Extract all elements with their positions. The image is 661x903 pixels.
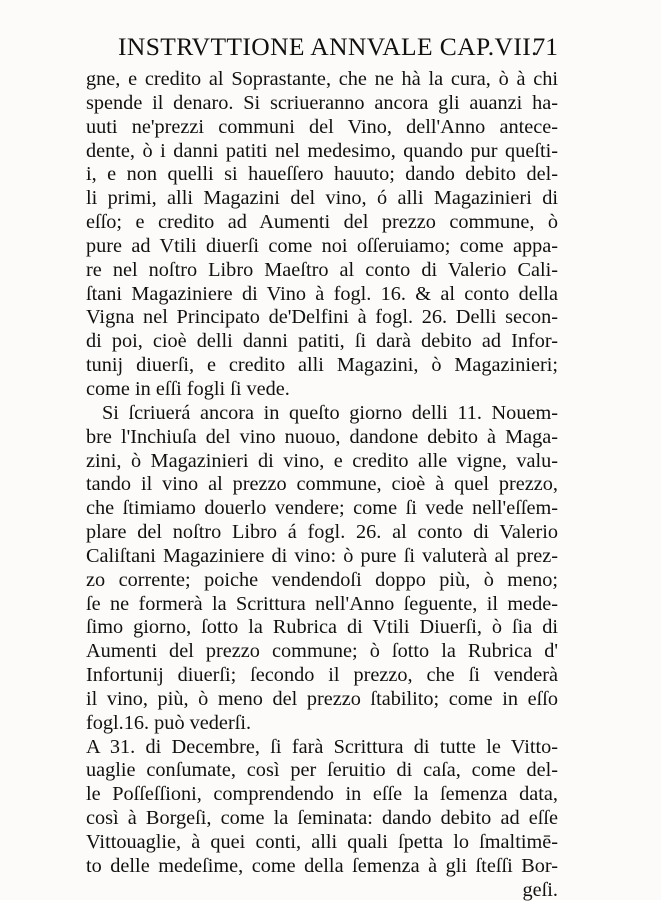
text-line: A 31. di Decembre, ſi farà Scrittura di tutte le Vitto-: [86, 735, 558, 758]
text-line: come in eſſi fogli ſi vede.: [86, 377, 290, 400]
paragraph-3: [86, 736, 558, 903]
text-line: Infortunij diuerſi; ſecondo il prezzo, che ſi venderà: [86, 664, 558, 687]
text-line: di poi, cioè delli danni patiti, ſi darà debito ad Infor-: [86, 330, 558, 353]
text-line: ſimo giorno, ſotto la Rubrica di Vtili Diuerſi, ò ſia di: [86, 616, 558, 639]
text-line: tando il vino al prezzo commune, cioè à quel prezzo,: [86, 473, 558, 496]
text-line: uuti ne'prezzi communi del Vino, dell'Anno antece-: [86, 115, 558, 138]
page-number: 71: [532, 32, 558, 61]
paragraph-2: [86, 402, 558, 736]
text-line: tunij diuerſi, e credito alli Magazini, ò Magazinieri;: [86, 354, 558, 377]
text-line: le Poſſeſſioni, comprendendo in eſſe la ſemenza data,: [86, 783, 558, 806]
text-line: spende il denaro. Si scriueranno ancora gli auanzi ha-: [86, 91, 558, 114]
text-line: uaglie conſumate, così per ſeruitio di caſa, come del-: [86, 759, 558, 782]
catchword: geſi.: [522, 878, 558, 901]
text-line: zini, ò Magazinieri di vino, e credito alle vigne, valu-: [86, 449, 558, 472]
text-line: Si ſcriuerá ancora in queſto giorno delli 11. Nouem-: [102, 401, 558, 424]
text-line: ſe ne formerà la Scrittura nell'Anno ſeguente, il mede-: [86, 592, 558, 615]
text-line: bre l'Inchiuſa del vino nuouo, dandone debito à Maga-: [86, 425, 558, 448]
paragraph-1: [86, 68, 558, 402]
text-line: fogl.16. può vederſi.: [86, 711, 252, 734]
text-line: plare del noſtro Libro á fogl. 26. al conto di Valerio: [86, 521, 558, 544]
text-line: così à Borgeſi, come la ſeminata: dando debito ad eſſe: [86, 807, 558, 830]
text-line: ſtani Magaziniere di Vino à fogl. 16. & al conto della: [86, 282, 558, 305]
text-line: Vittouaglie, à quei conti, alli quali ſpetta lo ſmaltimē-: [86, 831, 558, 853]
text-line: i, e non quelli si haueſſero hauuto; dando debito del-: [86, 163, 558, 186]
text-line: pure ad Vtili diuerſi come noi oſſeruiamo; come appa-: [86, 234, 558, 257]
running-title: INSTRVTTIONE ANNVALE CAP.VII.: [118, 32, 538, 61]
text-line: Aumenti del prezzo commune; ò ſotto la Rubrica d': [86, 640, 558, 663]
text-line: dente, ò i danni patiti nel medesimo, quando pur queſti-: [86, 139, 558, 162]
text-line: re nel noſtro Libro Maeſtro al conto di Valerio Cali-: [86, 258, 558, 281]
body-text: [86, 68, 558, 903]
text-line: Caliſtani Magaziniere di vino: ò pure ſi valuterà al prez-: [86, 544, 558, 567]
text-line: eſſo; e credito ad Aumenti del prezzo commune, ò: [86, 211, 558, 234]
text-line: che ſtimiamo douerlo vendere; come ſi vede nell'eſſem-: [86, 497, 558, 520]
text-line: zo corrente; poiche vendendoſi doppo più, ò meno;: [86, 568, 558, 591]
text-line: Vigna nel Principato de'Delfini à fogl. 26. Delli secon-: [86, 306, 558, 329]
text-line: to delle medeſime, come della ſemenza à gli ſteſſi Bor-: [86, 854, 558, 877]
text-line: gne, e credito al Soprastante, che ne hà la cura, ò à chi: [86, 68, 558, 90]
text-line: il vino, più, ò meno del prezzo ſtabilito; come in eſſo: [86, 687, 558, 710]
page-header: [118, 28, 558, 68]
text-line: li primi, alli Magazini del vino, ó alli Magazinieri di: [86, 187, 558, 210]
